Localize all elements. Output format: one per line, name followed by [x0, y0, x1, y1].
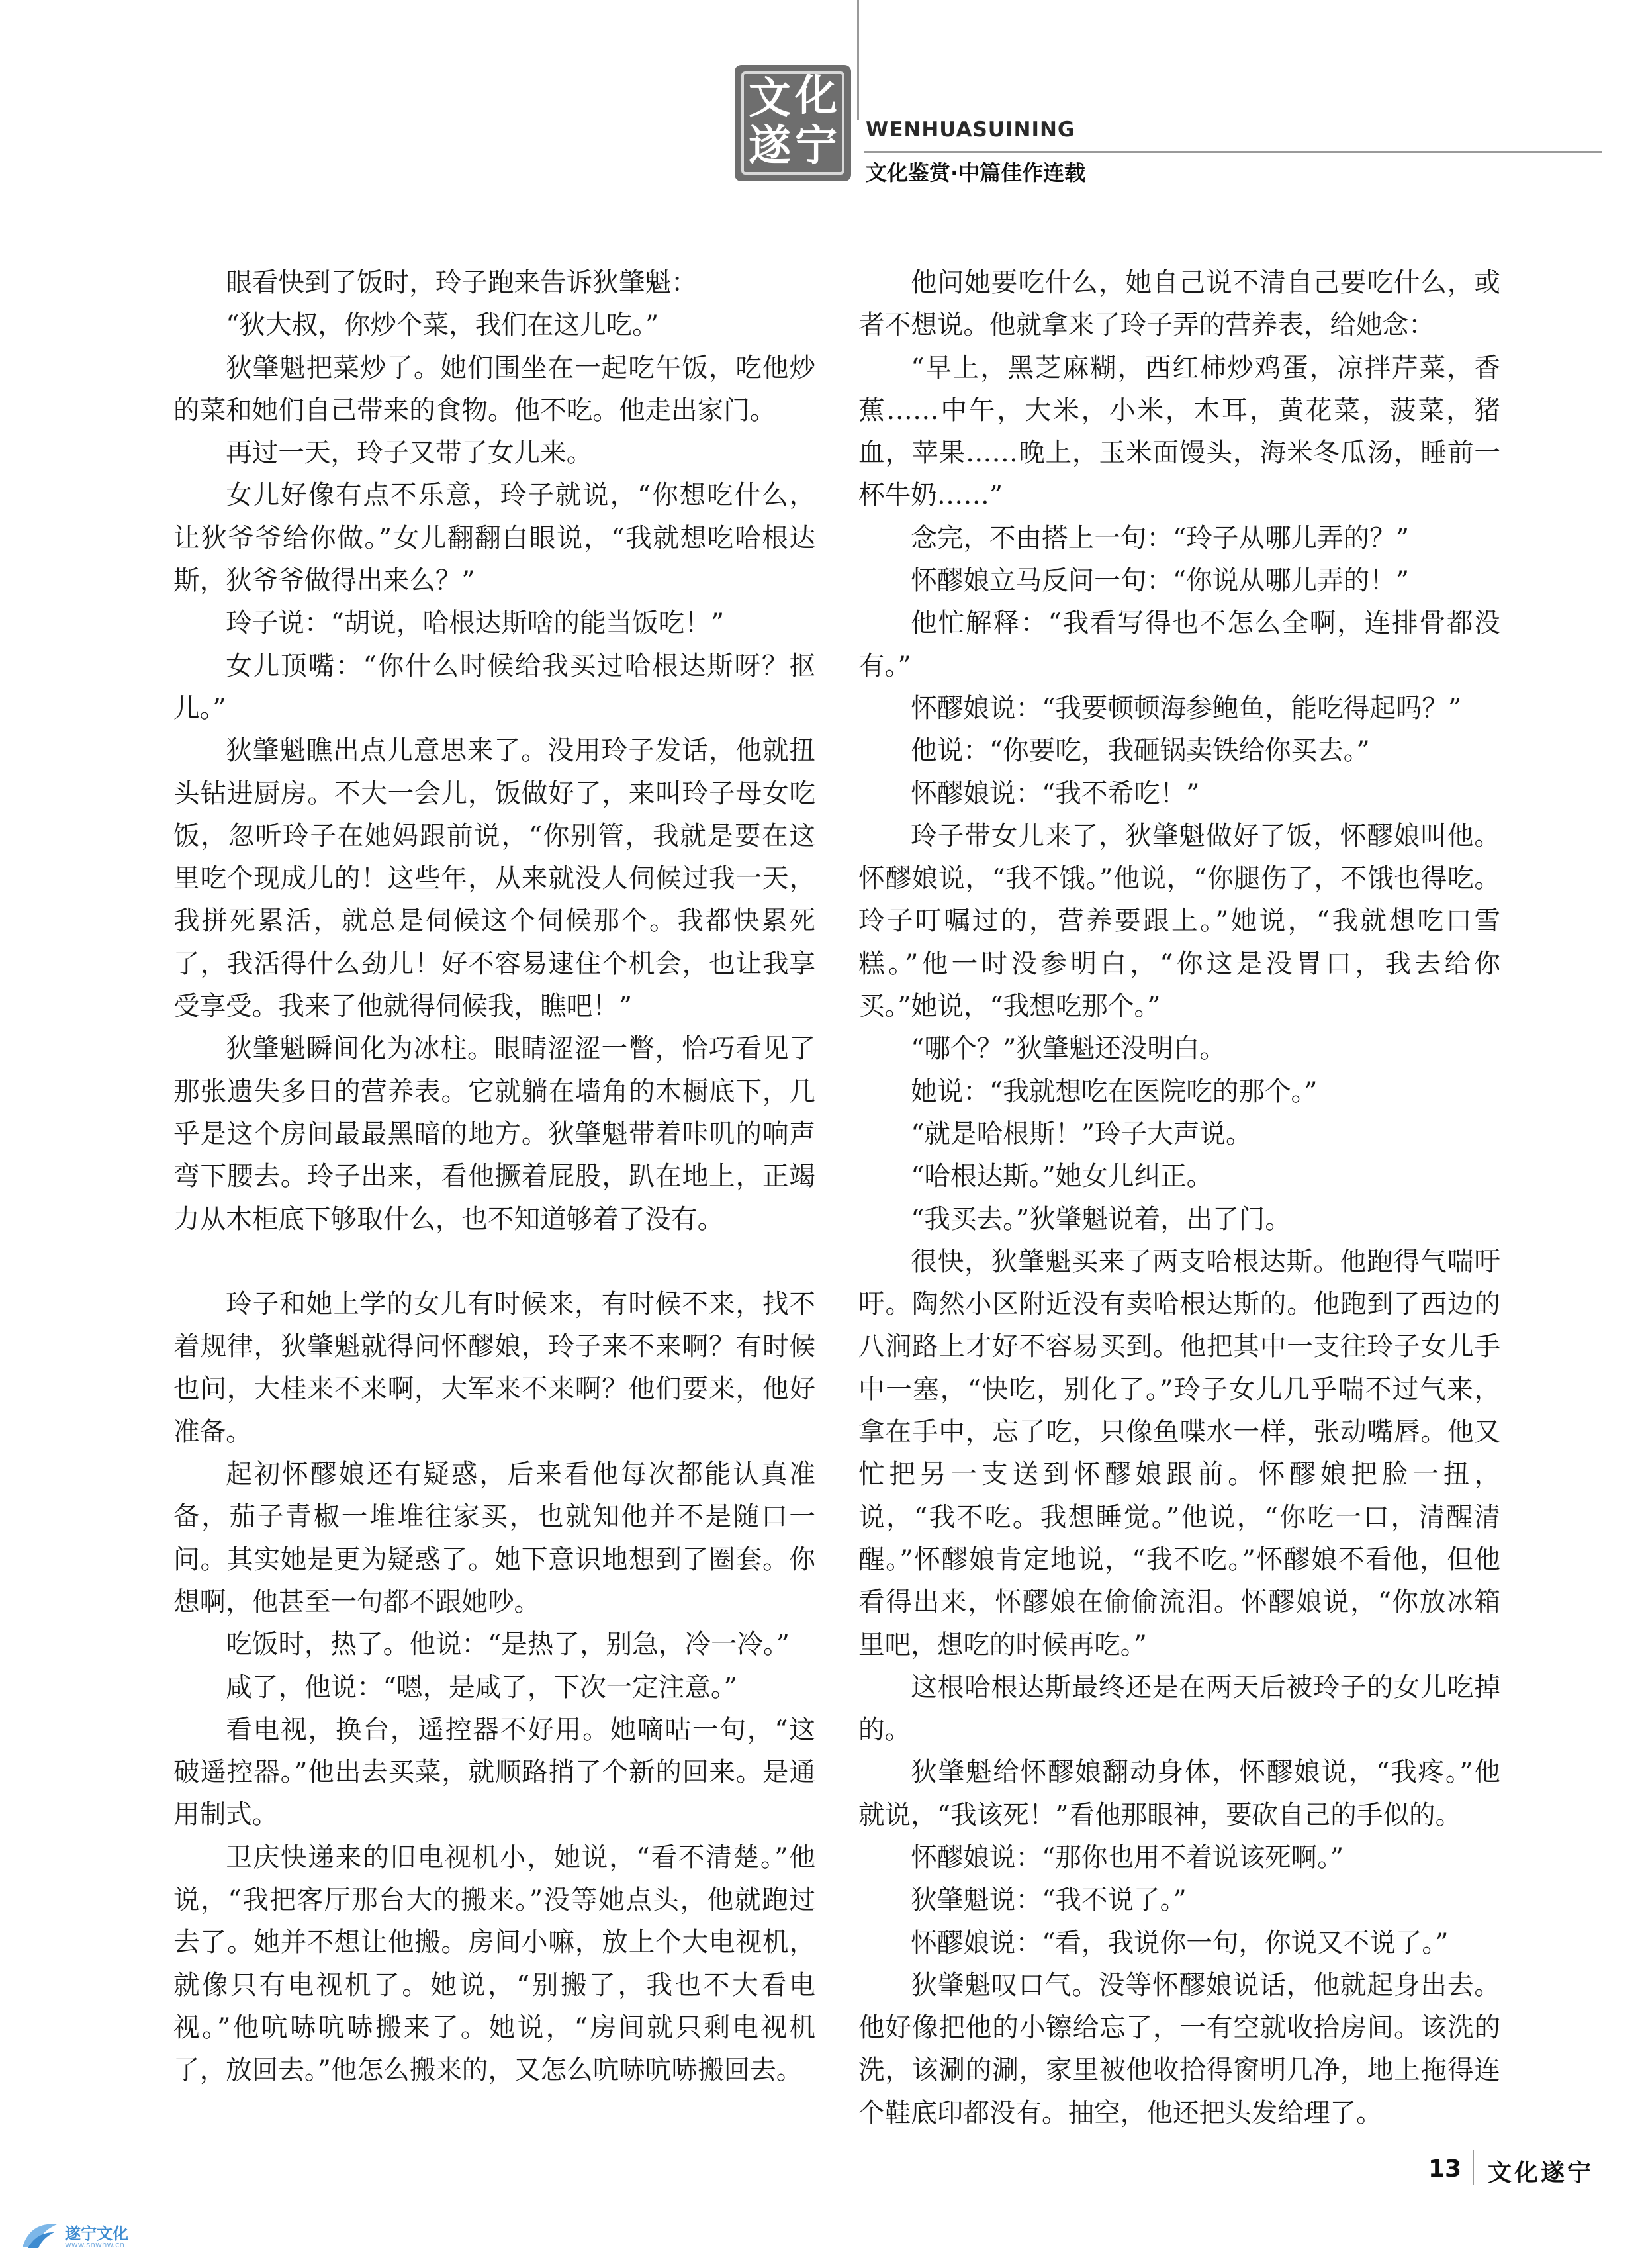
paragraph: 狄肇魁瞧出点儿意思来了。没用玲子发话，他就扭头钻进厨房。不大一会儿，饭做好了，来叫玲子母女吃饭，忽听玲子在她妈跟前说，“你别管，我就是要在这里吃个现成儿的！这些年，从来就没人伺候过我一天，我拼死累活，就总是伺候这个伺候那个。我都快累死了，我活得什么劲儿！好不容易逮住个机会，也让我享受享受。我来了他就得伺候我，瞧吧！” [173, 735, 815, 1022]
header-divider-vertical [857, 0, 859, 120]
paragraph: 狄肇魁把菜炒了。她们围坐在一起吃午饭，吃他炒的菜和她们自己带来的食物。他不吃。他走出家门。 [173, 352, 815, 426]
header-divider-horizontal [864, 151, 1602, 153]
paragraph: 怀醪娘说：“我不希吃！” [911, 778, 1200, 809]
paragraph: 怀醪娘说：“那你也用不着说该死啊。” [911, 1842, 1344, 1873]
watermark [20, 2218, 152, 2257]
paragraph: 狄肇魁瞬间化为冰柱。眼睛涩涩一瞥，恰巧看见了那张遗失多日的营养表。它就躺在墙角的木橱底下，几乎是这个房间最最黑暗的地方。狄肇魁带着咔叽的响声弯下腰去。玲子出来，看他撅着屁股，趴在地上，正竭力从木柜底下够取什么，也不知道够着了没有。 [173, 1033, 815, 1235]
paragraph: “就是哈根斯！”玲子大声说。 [911, 1118, 1252, 1149]
magazine-seal-logo [735, 65, 851, 181]
paragraph: 怀醪娘说：“我要顿顿海参鲍鱼，能吃得起吗？” [911, 692, 1462, 724]
paragraph: 眼看快到了饭时，玲子跑来告诉狄肇魁： [226, 267, 698, 298]
paragraph: 狄肇魁叹口气。没等怀醪娘说话，他就起身出去。他好像把他的小镲给忘了，一有空就收拾房间。该洗的洗，该涮的涮，家里被他收拾得窗明几净，地上拖得连个鞋底印都没有。抽空，他还把头发给理了。 [858, 1969, 1500, 2128]
paragraph: “狄大叔，你炒个菜，我们在这儿吃。” [226, 310, 659, 341]
paragraph: 玲子带女儿来了，狄肇魁做好了饭，怀醪娘叫他。怀醪娘说，“我不饿。”他说，“你腿伤了，不饿也得吃。玲子叮嘱过的，营养要跟上。”她说，“我就想吃口雪糕。”他一时没参明白，“你这是没胃口，我去给你买。”她说，“我想吃那个。” [858, 820, 1500, 1022]
paragraph: 女儿顶嘴：“你什么时候给我买过哈根达斯呀？抠儿。” [173, 650, 815, 724]
right-column [858, 261, 1500, 2134]
footer-brand: 文化遂宁 [1488, 2159, 1594, 2187]
wing-logo-icon [20, 2220, 60, 2252]
paragraph: 咸了，他说：“嗯，是咸了，下次一定注意。” [226, 1672, 737, 1703]
seal-char: 文 [749, 73, 791, 123]
paragraph: 狄肇魁说：“我不说了。” [911, 1885, 1187, 1916]
paragraph: 怀醪娘立马反问一句：“你说从哪儿弄的！” [911, 565, 1410, 596]
paragraph: 吃饭时，热了。他说：“是热了，别急，冷一冷。” [226, 1629, 790, 1660]
paragraph: 玲子和她上学的女儿有时候来，有时候不来，找不着规律，狄肇魁就得问怀醪娘，玲子来不来啊？有时候也问，大桂来不来啊，大军来不来啊？他们要来，他好准备。 [173, 1288, 815, 1447]
seal-char: 化 [795, 71, 837, 120]
left-column [173, 261, 815, 2091]
paragraph: 他忙解释：“我看写得也不怎么全啊，连排骨都没有。” [858, 608, 1500, 681]
paragraph: 女儿好像有点不乐意，玲子就说，“你想吃什么，让狄爷爷给你做。”女儿翻翻白眼说，“我就想吃哈根达斯，狄爷爷做得出来么？” [173, 480, 815, 596]
watermark-name: 遂宁文化 [65, 2224, 128, 2243]
paragraph: 很快，狄肇魁买来了两支哈根达斯。他跑得气喘吁吁。陶然小区附近没有卖哈根达斯的。他跑到了西边的八涧路上才好不容易买到。他把其中一支往玲子女儿手中一塞，“快吃，别化了。”玲子女儿几乎喘不过气来，拿在手中，忘了吃，只像鱼喋水一样，张动嘴唇。他又忙把另一支送到怀醪娘跟前。怀醪娘把脸一扭，说，“我不吃。我想睡觉。”他说，“你吃一口，清醒清醒。”怀醪娘肯定地说，“我不吃。”怀醪娘不看他，但他看得出来，怀醪娘在偷偷流泪。怀醪娘说，“你放冰箱里吧，想吃的时候再吃。” [858, 1246, 1500, 1660]
page-number: 13 [1428, 2155, 1462, 2183]
paragraph: “哈根达斯。”她女儿纠正。 [911, 1161, 1213, 1192]
section-title: 文化鉴赏·中篇佳作连载 [866, 160, 1086, 185]
paragraph: 他说：“你要吃，我砸锅卖铁给你买去。” [911, 735, 1370, 767]
paragraph: “早上，黑芝麻糊，西红柿炒鸡蛋，凉拌芹菜，香蕉……中午，大米，小米，木耳，黄花菜，菠菜，猪血，苹果……晚上，玉米面馒头，海米冬瓜汤，睡前一杯牛奶……” [858, 352, 1500, 511]
paragraph: 他问她要吃什么，她自己说不清自己要吃什么，或者不想说。他就拿来了玲子弄的营养表，给她念： [858, 267, 1500, 341]
watermark-url: www.snwhw.cn [65, 2240, 125, 2249]
seal-char: 宁 [795, 121, 837, 171]
paragraph: 这根哈根达斯最终还是在两天后被玲子的女儿吃掉的。 [858, 1672, 1500, 1746]
footer-divider [1473, 2150, 1474, 2185]
paragraph: 狄肇魁给怀醪娘翻动身体，怀醪娘说，“我疼。”他就说，“我该死！”看他那眼神，要砍自己的手似的。 [858, 1757, 1500, 1830]
paragraph: “哪个？”狄肇魁还没明白。 [911, 1033, 1226, 1064]
paragraph: 玲子说：“胡说，哈根达斯啥的能当饭吃！” [226, 608, 725, 639]
paragraph: 怀醪娘说：“看，我说你一句，你说又不说了。” [911, 1927, 1449, 1958]
paragraph: 再过一天，玲子又带了女儿来。 [226, 438, 593, 469]
paragraph: 念完，不由搭上一句：“玲子从哪儿弄的？” [911, 522, 1410, 553]
header-latin-title: WENHUASUINING [866, 118, 1075, 142]
seal-char: 遂 [749, 121, 791, 171]
paragraph: 卫庆快递来的旧电视机小，她说，“看不清楚。”他说，“我把客厅那台大的搬来。”没等她点头，他就跑过去了。她并不想让他搬。房间小嘛，放上个大电视机，就像只有电视机了。她说，“别搬了，我也不大看电视。”他吭哧吭哧搬来了。她说，“房间就只剩电视机了，放回去。”他怎么搬来的，又怎么吭哧吭哧搬回去。 [173, 1842, 815, 2086]
paragraph: 起初怀醪娘还有疑惑，后来看他每次都能认真准备，茄子青椒一堆堆往家买，也就知他并不是随口一问。其实她是更为疑惑了。她下意识地想到了圈套。你想啊，他甚至一句都不跟她吵。 [173, 1459, 815, 1617]
paragraph: 看电视，换台，遥控器不好用。她嘀咕一句，“这破遥控器。”他出去买菜，就顺路捎了个新的回来。是通用制式。 [173, 1714, 815, 1830]
paragraph: “我买去。”狄肇魁说着，出了门。 [911, 1204, 1291, 1235]
paragraph: 她说：“我就想吃在医院吃的那个。” [911, 1076, 1318, 1107]
